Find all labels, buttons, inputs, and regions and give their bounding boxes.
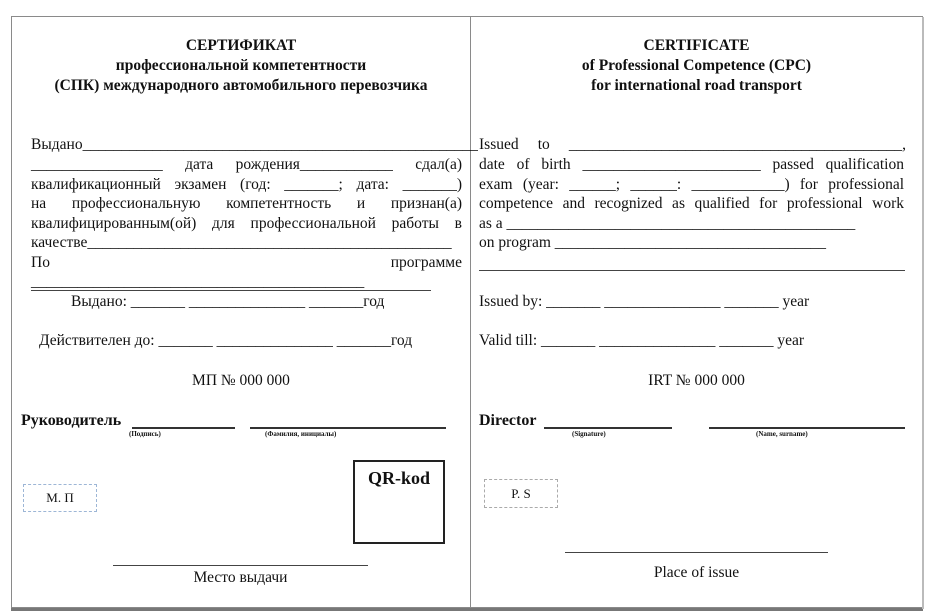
ru-birth-line: _________________ дата рождения____________ сдал(а)	[31, 156, 462, 173]
en-name-line	[709, 427, 905, 429]
en-blank-line	[479, 270, 905, 271]
qr-code-label: QR-kod	[367, 468, 430, 488]
en-subtitle-1: of Professional Competence (CPC)	[581, 57, 812, 74]
ru-name-line	[250, 427, 446, 429]
en-stamp-placeholder	[484, 479, 558, 508]
en-valid-until: Valid till: _______ _______________ _______ year	[479, 332, 805, 349]
en-position-line: as a _____________________________________________	[479, 215, 856, 232]
en-place-of-issue: Place of issue	[653, 564, 740, 581]
ru-program-line: По программе ___________________________________________	[31, 254, 462, 290]
page-shadow-right	[922, 17, 924, 609]
en-signature-caption: (Signature)	[572, 430, 606, 438]
ru-place-of-issue: Место выдачи	[193, 569, 288, 586]
ru-title: СЕРТИФИКАТ	[185, 37, 297, 54]
ru-subtitle-2: (СПК) международного автомобильного перевозчика	[54, 77, 428, 94]
ru-subtitle-1: профессиональной компетентности	[115, 57, 367, 74]
ru-competence-line: на профессиональную компетентность и признан(а)	[31, 195, 462, 212]
ru-valid-until: Действителен до: _______ _______________ _______год	[39, 332, 413, 349]
en-title: CERTIFICATE	[643, 37, 750, 54]
ru-stamp-placeholder	[23, 484, 97, 512]
qr-code-placeholder	[353, 460, 445, 544]
ru-position-line: качестве_______________________________________________	[31, 234, 452, 251]
en-issued-to-line: Issued to ___________________________________________,	[479, 136, 906, 153]
ru-place-line	[113, 565, 368, 566]
en-program-line: on program ___________________________________	[479, 234, 827, 251]
ru-qualified-line: квалифицированным(ой) для профессиональной работы в	[31, 215, 462, 232]
en-place-line	[565, 552, 828, 553]
en-certificate-number: IRT № 000 000	[648, 372, 745, 389]
ru-blank-line	[31, 290, 431, 291]
ru-exam-line: квалификационный экзамен (год: _______; дата: _______)	[31, 176, 462, 193]
ru-signature-line	[132, 427, 235, 429]
en-birth-line: date of birth _______________________ passed qualification	[479, 156, 904, 173]
en-subtitle-2: for international road transport	[591, 77, 802, 94]
page-shadow	[11, 608, 923, 611]
en-signature-line	[544, 427, 672, 429]
ru-certificate-number: МП № 000 000	[192, 372, 290, 389]
ru-name-caption: (Фамилия, инициалы)	[265, 430, 337, 438]
ru-issued-to-line: Выдано___________________________________________________	[31, 136, 478, 153]
ru-issued-date: Выдано: _______ _______________ _______год	[71, 293, 385, 310]
ru-director-label: Руководитель	[21, 412, 122, 429]
en-competence-line: competence and recognized as qualified for professional work	[479, 195, 904, 212]
en-exam-line: exam (year: ______; ______: ____________) for professional	[479, 176, 904, 193]
en-name-caption: (Name, surname)	[756, 430, 808, 438]
ru-stamp-label: М. П	[46, 490, 74, 505]
en-issued-date: Issued by: _______ _______________ _______ year	[479, 293, 810, 310]
certificate-english-panel	[470, 16, 923, 608]
en-stamp-label: P. S	[511, 485, 531, 501]
ru-signature-caption: (Подпись)	[129, 430, 161, 438]
en-director-label: Director	[479, 412, 537, 429]
